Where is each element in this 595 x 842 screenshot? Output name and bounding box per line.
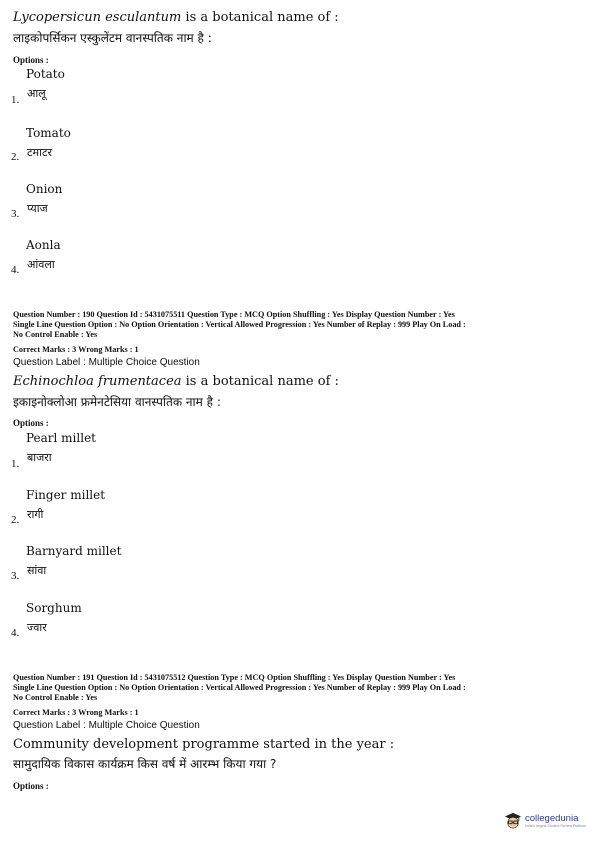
collegedunia-logo [504,812,586,830]
question-190-marks: Correct Marks : 3 Wrong Marks : 1 [13,345,139,354]
question-190-hindi: इकाइनोक्लोआ फ्रमेनटेसिया वानस्पतिक नाम है : [13,395,221,409]
option-1-number: 1. [11,458,20,470]
question-191-meta: Question Number : 191 Question Id : 5431075512 Question Type : MCQ Option Shuffling : Yes Display Question Number : Yes Single Line Question Option : No Option Orientation : Vertical Allowed Progression : Yes Number of Replay : 999 Play On Load : No Control Enable : Yes [13,673,466,702]
option-3-hindi: सांवा [27,564,47,577]
graduate-mascot-icon [504,812,522,830]
option-1-hindi: बाजरा [27,451,52,464]
option-3-number: 3. [11,570,20,582]
option-3-hindi: प्याज [27,202,48,215]
option-2-text: Finger millet [26,488,106,502]
question-190-meta: Question Number : 190 Question Id : 5431075511 Question Type : MCQ Option Shuffling : Yes Display Question Number : Yes Single Line Question Option : No Option Orientation : Vertical Allowed Progression : Yes Number of Replay : 999 Play On Load : No Control Enable : Yes [13,310,466,339]
option-4-text: Aonla [26,238,61,252]
option-2-number: 2. [11,514,20,526]
options-label: Options : [13,418,49,428]
question-190-text: Echinochloa frumentacea is a botanical name of : [13,374,339,389]
option-2-hindi: टमाटर [27,146,53,159]
option-3-text: Barnyard millet [26,544,122,558]
question-189-hindi: लाइकोपर्सिकन एस्कुलेंटम वानस्पतिक नाम है : [13,31,212,45]
option-1-number: 1. [11,94,20,106]
option-1-text: Pearl millet [26,431,96,445]
question-189-text: Lycopersicun esculantum is a botanical name of : [13,10,339,25]
option-4-number: 4. [11,264,20,276]
logo-tagline: India's largest Student Review Platform [525,824,586,828]
option-2-hindi: रागी [27,508,44,521]
question-191-label: Question Label : Multiple Choice Question [13,720,200,731]
option-3-number: 3. [11,208,20,220]
option-2-text: Tomato [26,126,71,140]
option-1-text: Potato [26,67,65,81]
question-190-label: Question Label : Multiple Choice Question [13,357,200,368]
option-1-hindi: आलू [27,87,46,100]
option-4-hindi: आंवला [27,258,55,271]
option-4-text: Sorghum [26,601,82,615]
option-4-number: 4. [11,627,20,639]
logo-name: collegedunia [525,813,579,824]
question-191-hindi: सामुदायिक विकास कार्यक्रम किस वर्ष में आरम्भ किया गया ? [13,757,277,771]
options-label: Options : [13,55,49,65]
question-191-marks: Correct Marks : 3 Wrong Marks : 1 [13,708,139,717]
option-2-number: 2. [11,151,20,163]
option-4-hindi: ज्वार [27,621,47,634]
option-3-text: Onion [26,182,63,196]
options-label: Options : [13,781,49,791]
question-191-text: Community development programme started in the year : [13,737,395,752]
